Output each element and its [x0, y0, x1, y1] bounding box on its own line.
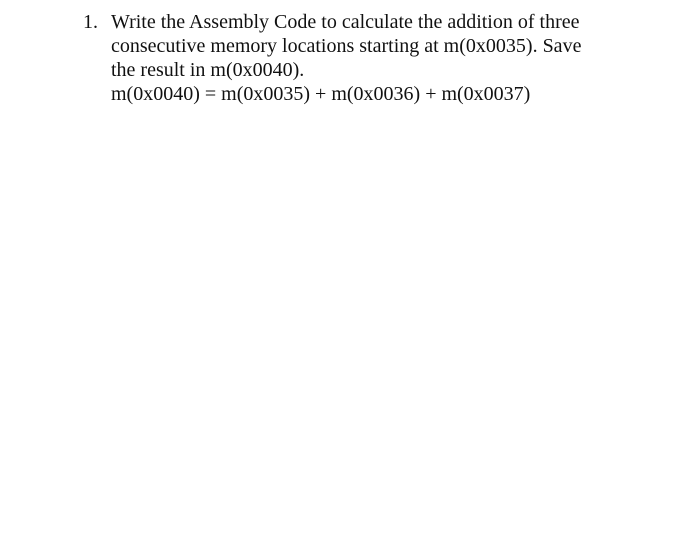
question-line [83, 10, 683, 34]
question-text-line-3: the result in m(0x0040). [111, 59, 305, 81]
question-number: 1. [83, 11, 98, 33]
question-block [83, 10, 683, 106]
question-formula: m(0x0040) = m(0x0035) + m(0x0036) + m(0x0037) [111, 83, 531, 105]
question-text-line-2: consecutive memory locations starting at m(0x0035). Save [111, 35, 582, 57]
question-text-line-1: Write the Assembly Code to calculate the addition of three [111, 11, 580, 33]
